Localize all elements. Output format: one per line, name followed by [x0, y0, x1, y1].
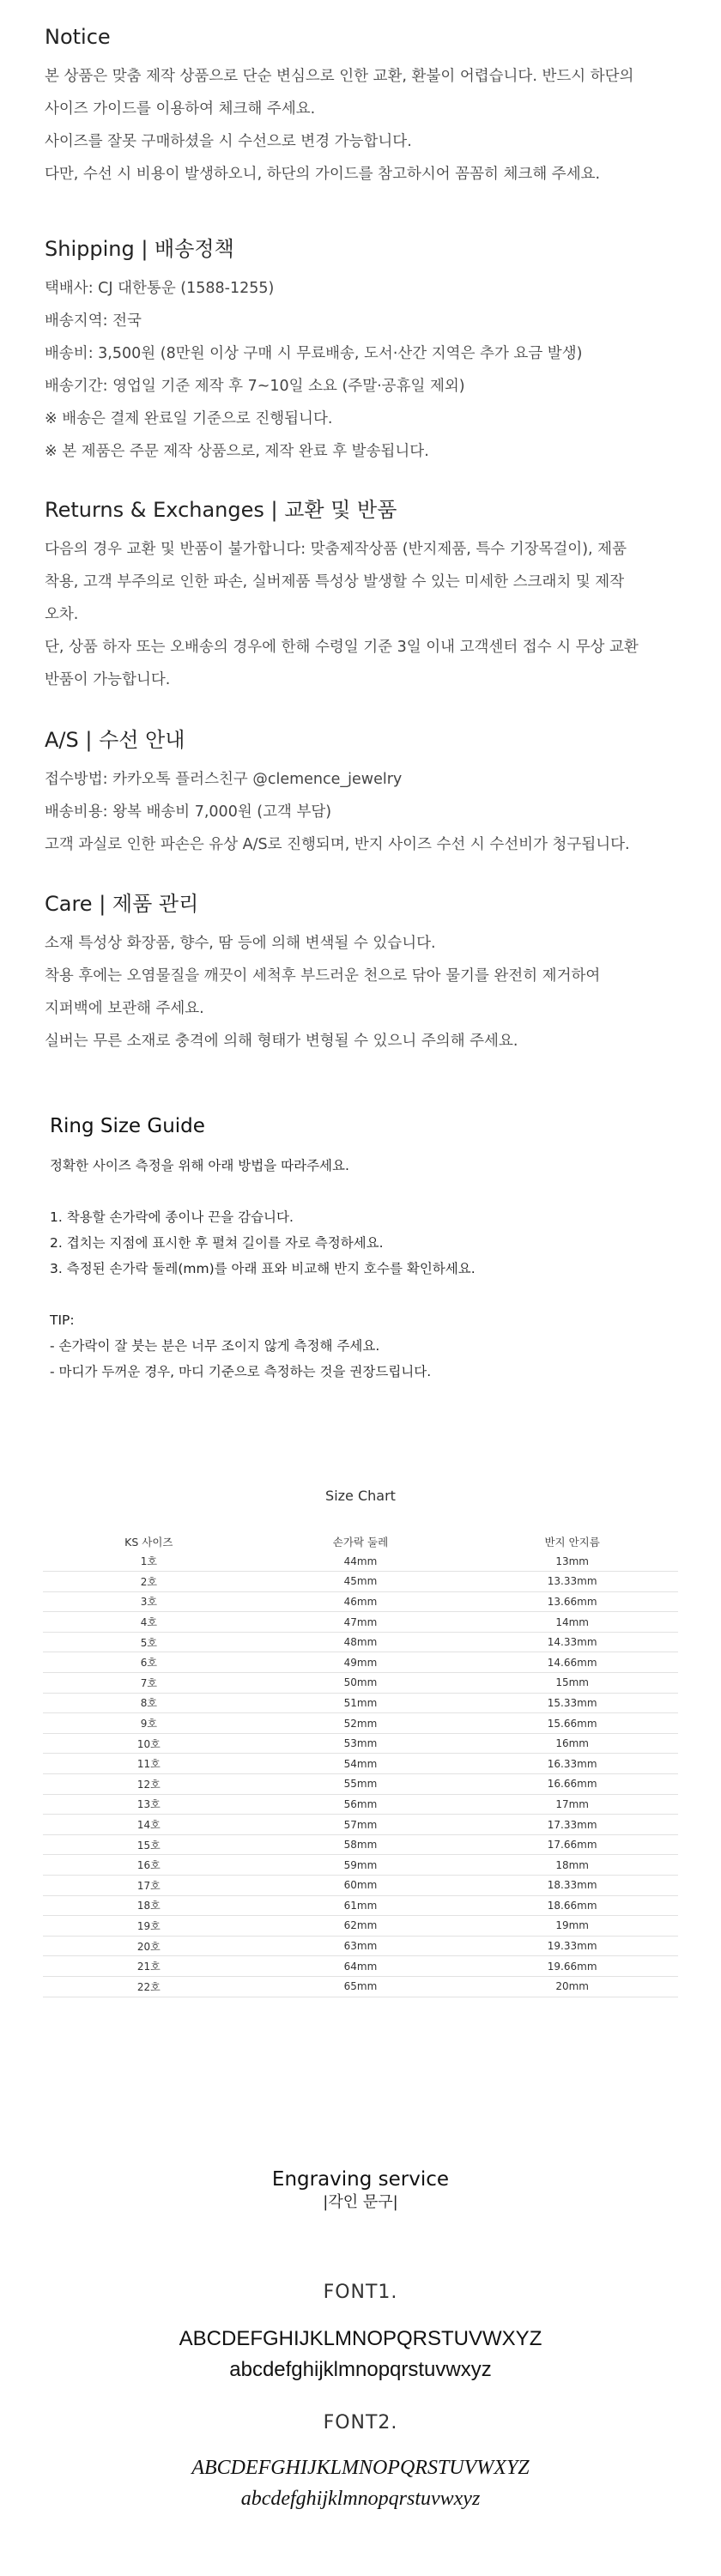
- size-chart-header-row: [43, 1532, 678, 1551]
- ks-size-cell: 10호: [43, 1733, 255, 1754]
- table-row: [43, 1834, 678, 1855]
- ring-guide-line: 1. 착용할 손가락에 종이나 끈을 감습니다.: [50, 1209, 294, 1225]
- diameter-cell: 15.33mm: [466, 1693, 678, 1713]
- diameter-cell: 20mm: [466, 1976, 678, 1997]
- shipping-line: ※ 배송은 결제 완료일 기준으로 진행됩니다.: [45, 410, 333, 427]
- engraving-subtitle: |각인 문구|: [323, 2193, 398, 2211]
- diameter-cell: 15.66mm: [466, 1713, 678, 1734]
- ring-guide-line: [50, 1179, 685, 1204]
- table-row: [43, 1855, 678, 1876]
- ring-guide-line: [50, 1282, 685, 1307]
- ks-size-cell: 12호: [43, 1774, 255, 1795]
- notice-line: 본 상품은 맞춤 제작 상품으로 단순 변심으로 인한 교환, 환불이 어렵습니다. 반드시 하단의: [45, 68, 634, 85]
- font2-lowercase: abcdefghijklmnopqrstuvwxyz: [240, 2488, 481, 2510]
- table-row: [43, 1673, 678, 1694]
- ring-guide-line: - 손가락이 잘 붓는 분은 너무 조이지 않게 측정해 주세요.: [50, 1338, 380, 1354]
- font1-uppercase: ABCDEFGHIJKLMNOPQRSTUVWXYZ: [179, 2327, 542, 2350]
- ks-size-cell: 22호: [43, 1976, 255, 1997]
- engraving-title: Engraving service: [271, 2168, 450, 2191]
- diameter-cell: 14.66mm: [466, 1652, 678, 1673]
- notice-section: [45, 22, 697, 191]
- circumference-cell: 47mm: [255, 1612, 467, 1633]
- shipping-line: 배송기간: 영업일 기준 제작 후 7~10일 소요 (주말·공휴일 제외): [45, 378, 465, 395]
- diameter-cell: 14.33mm: [466, 1632, 678, 1652]
- table-row: [43, 1936, 678, 1956]
- ks-size-cell: 20호: [43, 1936, 255, 1956]
- circumference-cell: 49mm: [255, 1652, 467, 1673]
- circumference-cell: 61mm: [255, 1895, 467, 1916]
- font2-sample: [0, 2412, 721, 2514]
- font2-uppercase: ABCDEFGHIJKLMNOPQRSTUVWXYZ: [191, 2457, 530, 2479]
- circumference-cell: 65mm: [255, 1976, 467, 1997]
- size-chart-header-diameter: 반지 안지름: [544, 1536, 600, 1549]
- care-section: [45, 889, 697, 1058]
- care-line: 소재 특성상 화장품, 향수, 땀 등에 의해 변색될 수 있습니다.: [45, 935, 436, 952]
- ring-guide-line: 2. 겹치는 지점에 표시한 후 펼쳐 길이를 자로 측정하세요.: [50, 1235, 384, 1251]
- circumference-cell: 62mm: [255, 1916, 467, 1937]
- ks-size-cell: 11호: [43, 1754, 255, 1774]
- diameter-cell: 16mm: [466, 1733, 678, 1754]
- circumference-cell: 60mm: [255, 1876, 467, 1896]
- diameter-cell: 19.33mm: [466, 1936, 678, 1956]
- table-row: [43, 1591, 678, 1612]
- diameter-cell: 13.33mm: [466, 1572, 678, 1592]
- circumference-cell: 44mm: [255, 1551, 467, 1572]
- circumference-cell: 59mm: [255, 1855, 467, 1876]
- as-title: A/S | 수선 안내: [45, 728, 185, 752]
- diameter-cell: 18.66mm: [466, 1895, 678, 1916]
- ks-size-cell: 5호: [43, 1632, 255, 1652]
- circumference-cell: 63mm: [255, 1936, 467, 1956]
- shipping-line: 배송비: 3,500원 (8만원 이상 구매 시 무료배송, 도서·산간 지역은 추가 요금 발생): [45, 345, 583, 362]
- care-line: 실버는 무른 소재로 충격에 의해 형태가 변형될 수 있으니 주의해 주세요.: [45, 1033, 518, 1050]
- as-line: 배송비용: 왕복 배송비 7,000원 (고객 부담): [45, 803, 332, 821]
- diameter-cell: 17.66mm: [466, 1834, 678, 1855]
- circumference-cell: 52mm: [255, 1713, 467, 1734]
- ring-guide-line: 정확한 사이즈 측정을 위해 아래 방법을 따라주세요.: [50, 1158, 349, 1173]
- care-title: Care | 제품 관리: [45, 892, 199, 916]
- diameter-cell: 19mm: [466, 1916, 678, 1937]
- circumference-cell: 55mm: [255, 1774, 467, 1795]
- diameter-cell: 16.33mm: [466, 1754, 678, 1774]
- shipping-section: [45, 234, 697, 468]
- notice-line: 사이즈 가이드를 이용하여 체크해 주세요.: [45, 100, 316, 118]
- ks-size-cell: 16호: [43, 1855, 255, 1876]
- size-chart-header-ks: KS 사이즈: [124, 1536, 173, 1549]
- diameter-cell: 13mm: [466, 1551, 678, 1572]
- ks-size-cell: 6호: [43, 1652, 255, 1673]
- ks-size-cell: 4호: [43, 1612, 255, 1633]
- care-line: 지퍼백에 보관해 주세요.: [45, 1000, 204, 1017]
- ks-size-cell: 13호: [43, 1794, 255, 1815]
- table-row: [43, 1572, 678, 1592]
- table-row: [43, 1733, 678, 1754]
- table-row: [43, 1652, 678, 1673]
- as-section: [45, 725, 697, 861]
- table-row: [43, 1956, 678, 1977]
- returns-line: 착용, 고객 부주의로 인한 파손, 실버제품 특성상 발생할 수 있는 미세한 스크래치 및 제작: [45, 573, 625, 591]
- table-row: [43, 1815, 678, 1835]
- size-chart-title: Size Chart: [325, 1488, 396, 1504]
- table-row: [43, 1713, 678, 1734]
- engraving-service: [0, 2167, 721, 2214]
- font1-sample: [0, 2282, 721, 2385]
- ks-size-cell: 7호: [43, 1673, 255, 1694]
- notice-line: 다만, 수선 시 비용이 발생하오니, 하단의 가이드를 참고하시어 꼼꼼히 체크해 주세요.: [45, 166, 601, 183]
- table-row: [43, 1774, 678, 1795]
- table-row: [43, 1916, 678, 1937]
- circumference-cell: 56mm: [255, 1794, 467, 1815]
- ks-size-cell: 8호: [43, 1693, 255, 1713]
- diameter-cell: 18.33mm: [466, 1876, 678, 1896]
- shipping-title: Shipping | 배송정책: [45, 237, 234, 261]
- ks-size-cell: 1호: [43, 1551, 255, 1572]
- as-line: 접수방법: 카카오톡 플러스친구 @clemence_jewelry: [45, 771, 403, 788]
- ks-size-cell: 18호: [43, 1895, 255, 1916]
- returns-section: [45, 495, 697, 696]
- circumference-cell: 57mm: [255, 1815, 467, 1835]
- font1-lowercase: abcdefghijklmnopqrstuvwxyz: [229, 2358, 492, 2381]
- circumference-cell: 46mm: [255, 1591, 467, 1612]
- ring-size-guide: [50, 1112, 685, 1385]
- circumference-cell: 51mm: [255, 1693, 467, 1713]
- ks-size-cell: 3호: [43, 1591, 255, 1612]
- shipping-line: 배송지역: 전국: [45, 312, 142, 330]
- diameter-cell: 16.66mm: [466, 1774, 678, 1795]
- returns-line: 반품이 가능합니다.: [45, 671, 171, 688]
- circumference-cell: 58mm: [255, 1834, 467, 1855]
- ks-size-cell: 15호: [43, 1834, 255, 1855]
- size-chart-header-circumference: 손가락 둘레: [332, 1536, 389, 1549]
- circumference-cell: 50mm: [255, 1673, 467, 1694]
- diameter-cell: 13.66mm: [466, 1591, 678, 1612]
- table-row: [43, 1632, 678, 1652]
- size-chart-table: [43, 1532, 678, 1997]
- font1-label: FONT1.: [323, 2282, 398, 2303]
- table-row: [43, 1612, 678, 1633]
- font2-label: FONT2.: [323, 2412, 398, 2434]
- ks-size-cell: 2호: [43, 1572, 255, 1592]
- ks-size-cell: 14호: [43, 1815, 255, 1835]
- returns-line: 단, 상품 하자 또는 오배송의 경우에 한해 수령일 기준 3일 이내 고객센터 접수 시 무상 교환: [45, 639, 639, 656]
- shipping-line: 택배사: CJ 대한통운 (1588-1255): [45, 280, 275, 297]
- ring-guide-line: - 마디가 두꺼운 경우, 마디 기준으로 측정하는 것을 권장드립니다.: [50, 1364, 432, 1379]
- table-row: [43, 1876, 678, 1896]
- circumference-cell: 53mm: [255, 1733, 467, 1754]
- ks-size-cell: 19호: [43, 1916, 255, 1937]
- care-line: 착용 후에는 오염물질을 깨끗이 세척후 부드러운 천으로 닦아 물기를 완전히 제거하여: [45, 967, 601, 985]
- ring-guide-line: TIP:: [50, 1312, 75, 1328]
- ks-size-cell: 9호: [43, 1713, 255, 1734]
- returns-title: Returns & Exchanges | 교환 및 반품: [45, 498, 397, 522]
- table-row: [43, 1754, 678, 1774]
- diameter-cell: 19.66mm: [466, 1956, 678, 1977]
- table-row: [43, 1895, 678, 1916]
- diameter-cell: 18mm: [466, 1855, 678, 1876]
- circumference-cell: 54mm: [255, 1754, 467, 1774]
- circumference-cell: 45mm: [255, 1572, 467, 1592]
- diameter-cell: 14mm: [466, 1612, 678, 1633]
- notice-line: 사이즈를 잘못 구매하셨을 시 수선으로 변경 가능합니다.: [45, 133, 412, 150]
- diameter-cell: 17mm: [466, 1794, 678, 1815]
- table-row: [43, 1551, 678, 1572]
- as-line: 고객 과실로 인한 파손은 유상 A/S로 진행되며, 반지 사이즈 수선 시 수선비가 청구됩니다.: [45, 836, 630, 853]
- table-row: [43, 1693, 678, 1713]
- returns-line: 오차.: [45, 606, 79, 623]
- ks-size-cell: 21호: [43, 1956, 255, 1977]
- table-row: [43, 1976, 678, 1997]
- notice-title: Notice: [45, 25, 111, 49]
- ks-size-cell: 17호: [43, 1876, 255, 1896]
- returns-line: 다음의 경우 교환 및 반품이 불가합니다: 맞춤제작상품 (반지제품, 특수 기장목걸이), 제품: [45, 541, 627, 558]
- ring-guide-line: 3. 측정된 손가락 둘레(mm)를 아래 표와 비교해 반지 호수를 확인하세요.: [50, 1261, 476, 1276]
- shipping-line: ※ 본 제품은 주문 제작 상품으로, 제작 완료 후 발송됩니다.: [45, 443, 429, 460]
- circumference-cell: 64mm: [255, 1956, 467, 1977]
- ring-guide-title: Ring Size Guide: [50, 1115, 205, 1137]
- circumference-cell: 48mm: [255, 1632, 467, 1652]
- table-row: [43, 1794, 678, 1815]
- diameter-cell: 17.33mm: [466, 1815, 678, 1835]
- diameter-cell: 15mm: [466, 1673, 678, 1694]
